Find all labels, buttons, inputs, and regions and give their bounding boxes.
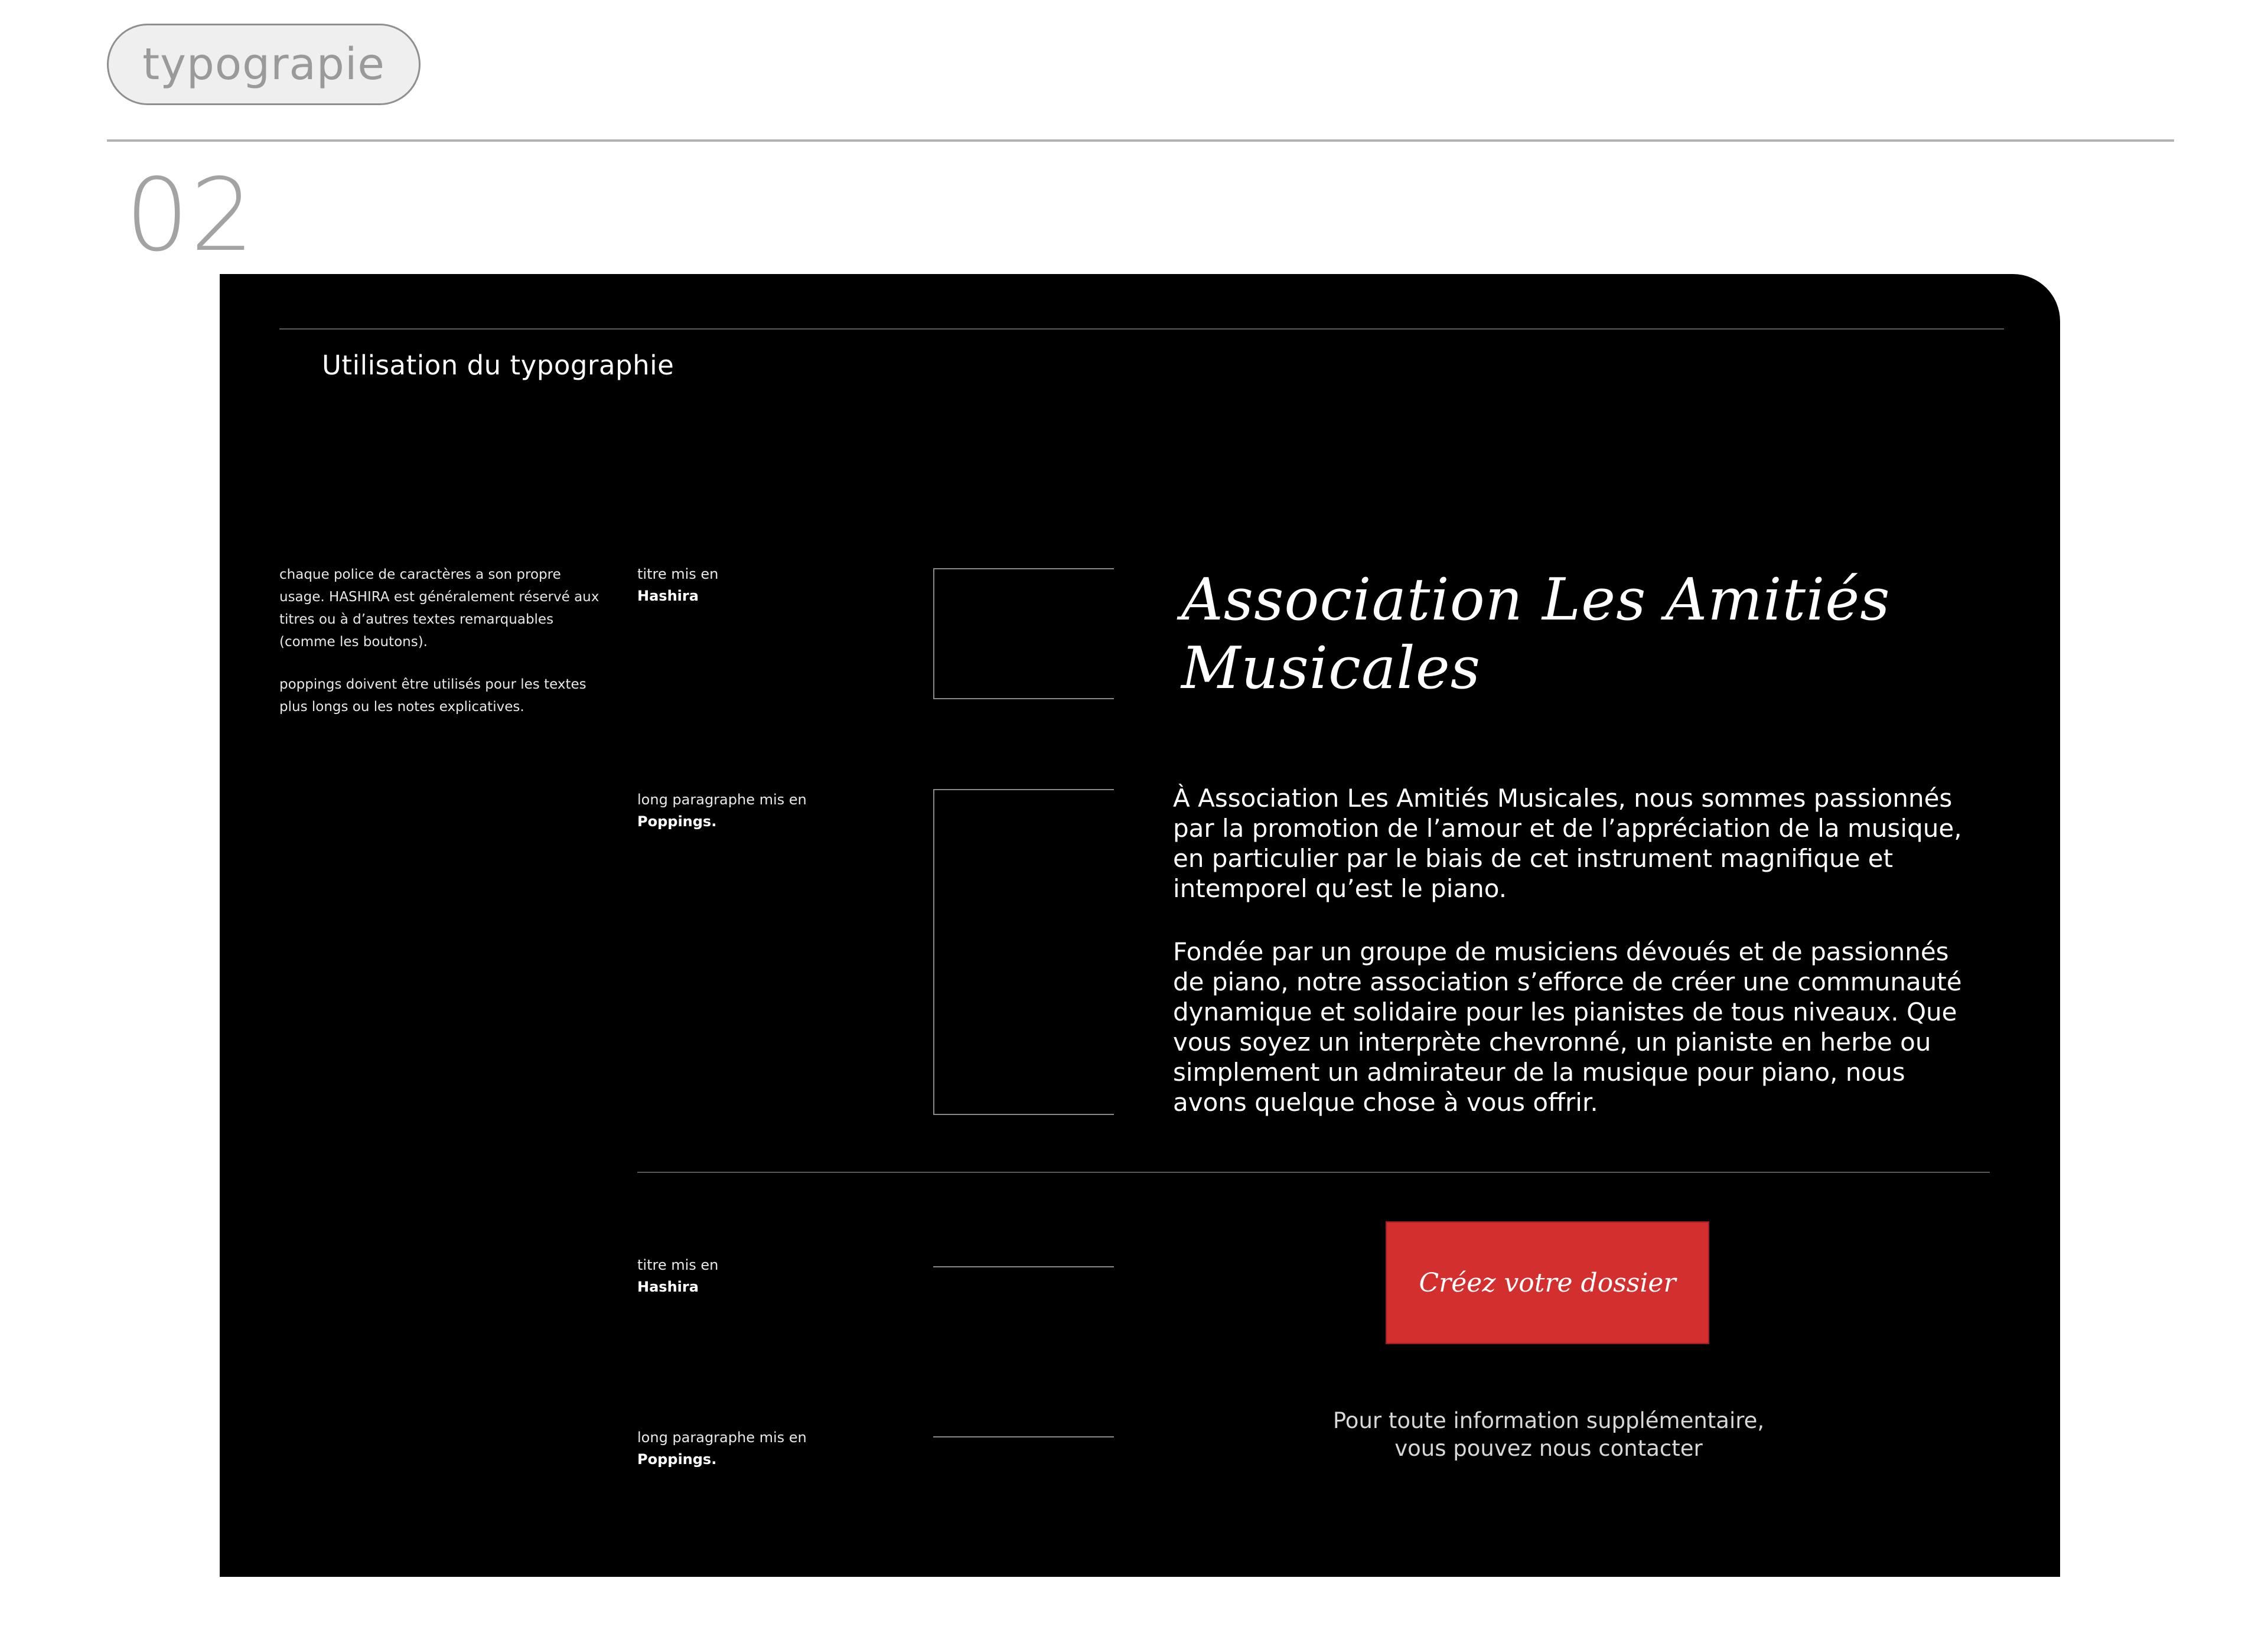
- contact-text: [1306, 1407, 1791, 1462]
- typography-board: [220, 274, 2060, 1577]
- paragraph-bracket: [933, 789, 1114, 1115]
- section-label-pill: [107, 24, 421, 105]
- caption-prefix: long paragraphe mis en: [637, 791, 807, 808]
- caption-prefix: long paragraphe mis en: [637, 1429, 807, 1446]
- contact-font-caption: [637, 1427, 809, 1471]
- title-bracket: [933, 568, 1114, 699]
- section-label: typograpie: [142, 39, 385, 90]
- contact-line-2: vous pouvez nous contacter: [1394, 1436, 1703, 1461]
- caption-prefix: titre mis en: [637, 1257, 719, 1273]
- button-pointer-line: [933, 1266, 1114, 1267]
- contact-line-1: Pour toute information supplémentaire,: [1332, 1408, 1765, 1433]
- board-top-divider: [279, 328, 2004, 330]
- title-font-caption: [637, 563, 814, 607]
- sample-paragraph-block: [1173, 783, 1970, 1150]
- sample-paragraph-1: À Association Les Amitiés Musicales, nous sommes passionnés par la promotion de l’amour et de l’appréciation de la musique, en particulier par le biais de cet instrument magnifique et intemporel qu’est le piano.: [1173, 784, 1962, 903]
- explanation-paragraph-2: poppings doivent être utilisés pour les textes plus longs ou les notes explicatives.: [279, 677, 586, 715]
- explanation-paragraph-1: chaque police de caractères a son propre usage. HASHIRA est généralement réservé aux titres ou à d’autres textes remarquables (comme les boutons).: [279, 567, 599, 650]
- board-mid-divider: [637, 1172, 1990, 1173]
- sample-heading-hashira: Association Les Amitiés Musicales: [1181, 566, 1891, 702]
- caption-font-name: Poppings.: [637, 1451, 717, 1468]
- board-title: Utilisation du typographie: [322, 350, 674, 381]
- create-dossier-button[interactable]: Créez votre dossier: [1386, 1221, 1709, 1344]
- button-font-caption: [637, 1254, 814, 1298]
- contact-pointer-line: [933, 1436, 1114, 1437]
- caption-font-name: Hashira: [637, 1279, 699, 1295]
- paragraph-font-caption: [637, 789, 809, 833]
- sample-paragraph-2: Fondée par un groupe de musiciens dévoués et de passionnés de piano, notre association s’efforce de créer une communauté dynamique et solidaire pour les pianistes de tous niveaux. Que vous soyez un interprète chevronné, un pianiste en herbe ou simplement un admirateur de la musique pour piano, nous avons quelque chose à vous offrir.: [1173, 937, 1962, 1117]
- typography-explanation: [279, 563, 610, 738]
- caption-font-name: Poppings.: [637, 813, 717, 830]
- header-divider: [107, 139, 2174, 142]
- caption-font-name: Hashira: [637, 588, 699, 604]
- section-number: 02: [125, 157, 256, 274]
- caption-prefix: titre mis en: [637, 566, 719, 582]
